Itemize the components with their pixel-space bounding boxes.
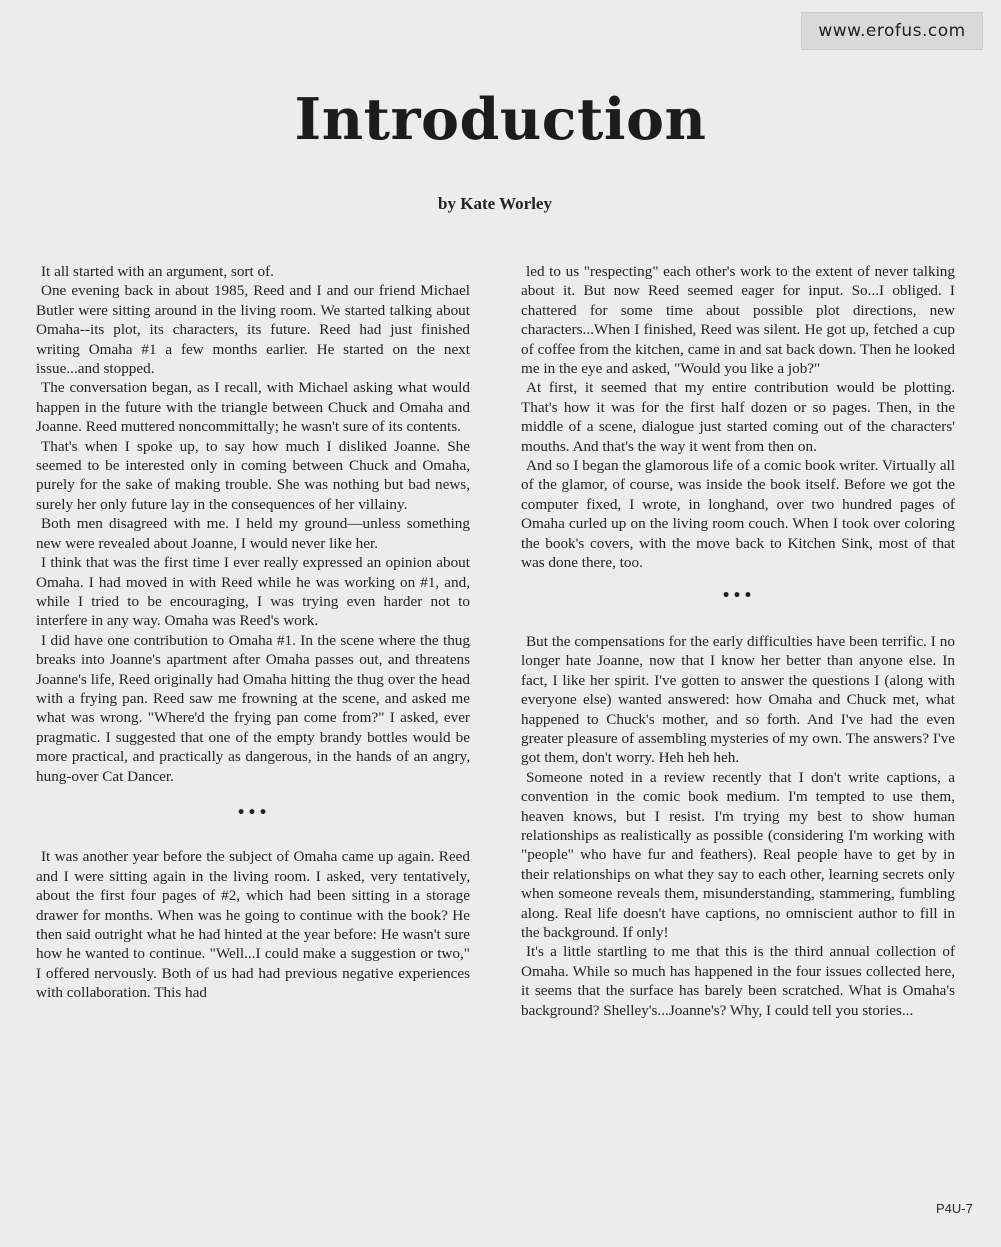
section-separator: ••• xyxy=(721,587,755,604)
paragraph: It all started with an argument, sort of. xyxy=(41,263,274,280)
paragraph: It's a little startling to me that this is the third annual collection of Omaha. While so much has happened in the four issues collected here, it seems that the surface has barely been scratched. What is Omaha's background? Shelley's...Joanne's? Why, I could tell you stories... xyxy=(521,943,955,1019)
paragraph: The conversation began, as I recall, with Michael asking what would happen in the future with the triangle between Chuck and Omaha and Joanne. Reed muttered noncommittally; he wasn't sure of its contents. xyxy=(36,379,470,436)
paragraph: And so I began the glamorous life of a comic book writer. Virtually all of the glamor, of course, was inside the book itself. Before we got the computer fixed, I wrote, in longhand, over two hundred pages of Omaha curled up on the living room couch. When I took over coloring the book's covers, with the move back to Kitchen Sink, most of that was done there, too. xyxy=(521,457,955,572)
right-column xyxy=(521,262,955,1020)
section-separator: ••• xyxy=(236,804,270,821)
byline: by Kate Worley xyxy=(438,194,552,213)
paragraph: At first, it seemed that my entire contribution would be plotting. That's how it was for the first half dozen or so pages. Then, in the middle of a scene, dialogue just started coming out of the characters' mouths. And that's the way it went from then on. xyxy=(521,379,955,455)
paragraph: I did have one contribution to Omaha #1. In the scene where the thug breaks into Joanne's apartment after Omaha passes out, and threatens Joanne's life, Reed originally had Omaha hitting the thug over the head with a frying pan. Reed saw me frowning at the scene, and asked me what was wrong. "Where'd the frying pan come from?" I asked, ever pragmatic. I suggested that one of the empty brandy bottles would be more practical, and practically as dangerous, in the hands of an angry, hung-over Cat Dancer. xyxy=(36,631,470,785)
paragraph: Someone noted in a review recently that I don't write captions, a convention in the comic book medium. I'm tempted to use them, heaven knows, but I resist. I'm trying my best to show human relationships as realistically as possible (considering I'm working with "people" who have fur and feathers). Real people have to get by in their relationships on what they say to each other, learning secrets only when someone reveals them, misunderstanding, stammering, fumbling along. Real life doesn't have captions, no omniscient author to fill in the background. If only! xyxy=(521,768,955,941)
page-number: P4U-7 xyxy=(936,1201,973,1216)
paragraph: But the compensations for the early difficulties have been terrific. I no longer hate Joanne, now that I know her better than anyone else. In fact, I like her spirit. I've gotten to answer the questions I (along with everyone else) wanted answered: how Omaha and Chuck met, what happened to Chuck's mother, and so forth. And I've had the even greater pleasure of assembling mysteries of my own. The answers? I've got them, don't worry. Heh heh heh. xyxy=(521,632,955,767)
paragraph: Both men disagreed with me. I held my ground—unless something new were revealed about Joanne, I would never like her. xyxy=(36,515,470,552)
paragraph: One evening back in about 1985, Reed and I and our friend Michael Butler were sitting around in the living room. We started talking about Omaha--its plot, its characters, its future. Reed had just finished writing Omaha #1 a few months earlier. He started on the next issue...and stopped. xyxy=(36,282,470,378)
paragraph: led to us "respecting" each other's work to the extent of never talking about it. But now Reed seemed eager for input. So...I obliged. I chattered for some time about possible plot directions, new characters...When I finished, Reed was silent. He got up, fetched a cup of coffee from the kitchen, came in and sat back down. Then he looked me in the eye and asked, "Would you like a job?" xyxy=(521,263,955,378)
page-title: Introduction xyxy=(294,86,707,153)
paragraph: I think that was the first time I ever really expressed an opinion about Omaha. I had moved in with Reed while he was working on #1, and, while I tried to be encouraging, I was trying even harder not to interfere in any way. Omaha was Reed's work. xyxy=(36,554,470,630)
watermark: www.erofus.com xyxy=(801,12,983,50)
paragraph: That's when I spoke up, to say how much I disliked Joanne. She seemed to be interested only in coming between Chuck and Omaha, purely for the sake of making trouble. She was nothing but bad news, surely her only future lay in the consequences of her villainy. xyxy=(36,437,470,513)
paragraph: It was another year before the subject of Omaha came up again. Reed and I were sitting again in the living room. I asked, very tentatively, about the first four pages of #2, which had been sitting in a storage drawer for months. When was he going to continue with the book? He then said outright what he had hinted at the year before: He wasn't sure how he wanted to continue. "Well...I could make a suggestion or two," I offered nervously. Both of us had had previous negative experiences with collaboration. This had xyxy=(36,848,470,1002)
left-column xyxy=(36,262,470,1003)
